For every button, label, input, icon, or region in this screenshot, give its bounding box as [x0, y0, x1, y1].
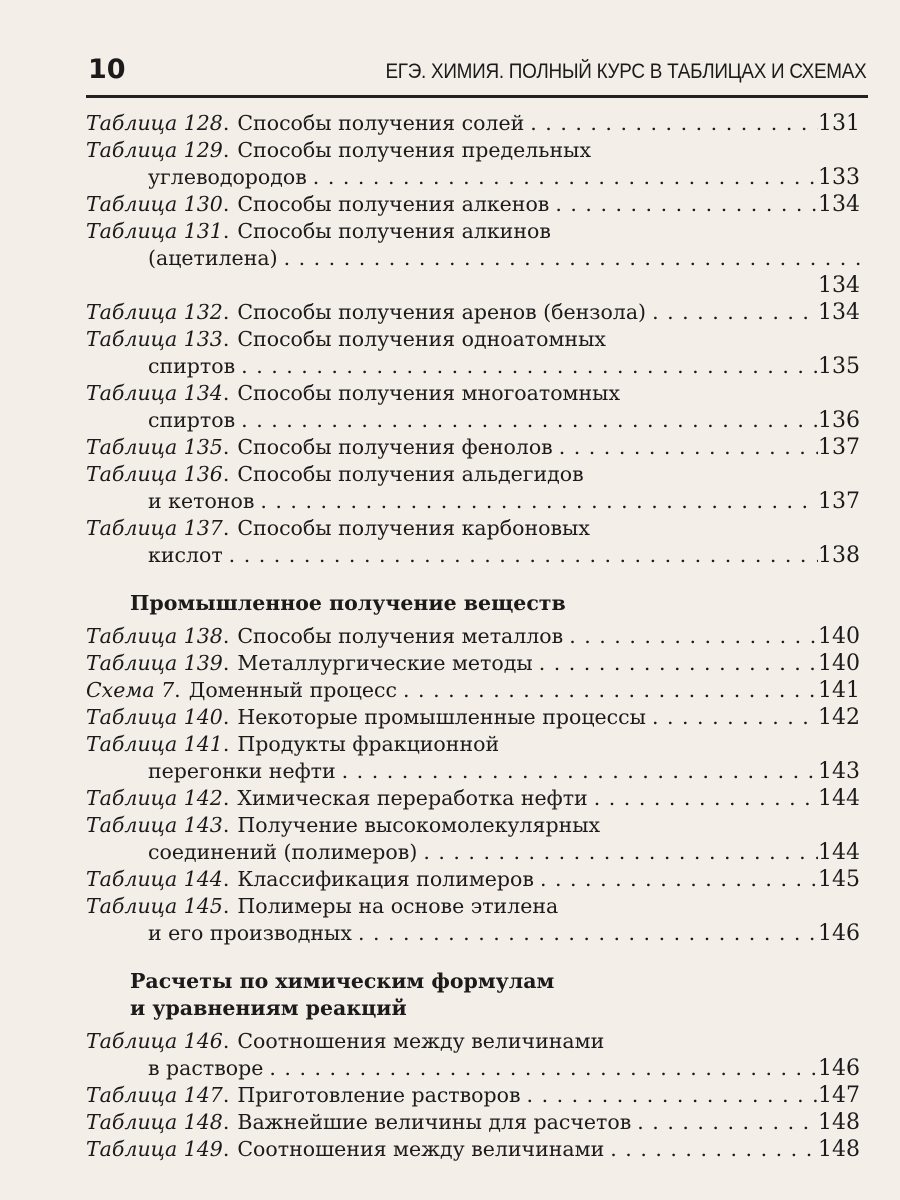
entry-label: Таблица 142 . [86, 785, 229, 812]
toc-entry [86, 866, 860, 893]
section-heading [86, 590, 860, 617]
entry-label: Таблица 130 . [86, 191, 229, 218]
toc-entry-continuation [86, 488, 860, 515]
entry-label: Таблица 148 . [86, 1109, 229, 1136]
dot-leader [235, 353, 818, 380]
entry-page-number: 137 [818, 489, 860, 514]
toc-entry [86, 785, 860, 812]
dot-leader [588, 785, 818, 812]
entry-title: Классификация полимеров [237, 867, 534, 891]
section-heading-line: Промышленное получение веществ [130, 591, 566, 615]
entry-title-continuation: перегонки нефти [148, 759, 336, 783]
entry-title: Способы получения альдегидов [237, 462, 584, 486]
toc-entry [86, 191, 860, 218]
entry-title: Доменный процесс [188, 678, 398, 702]
toc-entry-continuation [86, 1055, 860, 1082]
entry-title: Полимеры на основе этилена [237, 894, 559, 918]
toc-entry [86, 623, 860, 650]
toc-entry-continuation [86, 164, 860, 191]
dot-leader [604, 1136, 818, 1163]
entry-label: Таблица 141 . [86, 731, 229, 758]
entry-title: Продукты фракционной [237, 732, 500, 756]
entry-title: Способы получения предельных [237, 138, 592, 162]
entry-page-number: 140 [818, 651, 860, 676]
toc-entry [86, 299, 860, 326]
entry-title: Металлургические методы [237, 651, 533, 675]
entry-page-number: 138 [818, 543, 860, 568]
dot-leader [223, 542, 818, 569]
toc-entry-continuation [86, 407, 860, 434]
running-title: ЕГЭ. ХИМИЯ. ПОЛНЫЙ КУРС В ТАБЛИЦАХ И СХЕМАХ [384, 60, 866, 83]
entry-label: Таблица 137 . [86, 515, 229, 542]
entry-page-number: 131 [818, 111, 860, 136]
entry-title: Способы получения карбоновых [237, 516, 590, 540]
entry-label: Таблица 145 . [86, 893, 229, 920]
entry-title-continuation: спиртов [148, 408, 236, 432]
toc-entry [86, 650, 860, 677]
section-heading-line: и уравнениям реакций [130, 996, 407, 1020]
entry-label: Таблица 144 . [86, 866, 229, 893]
toc-entry [86, 677, 860, 704]
toc-entry [86, 218, 860, 245]
dot-leader [397, 677, 818, 704]
entry-title-continuation: спиртов [148, 354, 236, 378]
entry-page-number: 134 [818, 300, 860, 325]
entry-title-continuation: кислот [148, 543, 223, 567]
dot-leader [263, 1055, 818, 1082]
entry-page-number: 134 [818, 273, 860, 298]
entry-title-continuation: углеводородов [148, 165, 307, 189]
entry-page-number: 145 [818, 867, 860, 892]
toc-entry [86, 434, 860, 461]
entry-label: Таблица 140 . [86, 704, 229, 731]
entry-page-number: 144 [818, 840, 860, 865]
entry-title: Химическая переработка нефти [237, 786, 588, 810]
header-rule [86, 95, 868, 98]
dot-leader [534, 866, 818, 893]
toc-entry [86, 731, 860, 758]
entry-label: Таблица 128 . [86, 110, 229, 137]
entry-title: Способы получения алкенов [237, 192, 550, 216]
toc-entry-continuation [86, 245, 860, 272]
dot-leader [563, 623, 818, 650]
toc-entry [86, 326, 860, 353]
toc-entry [86, 704, 860, 731]
dot-leader [549, 191, 818, 218]
entry-page-number: 147 [818, 1083, 860, 1108]
table-of-contents [86, 110, 860, 1163]
entry-title: Соотношения между величинами [237, 1137, 605, 1161]
toc-entry [86, 515, 860, 542]
dot-leader [631, 1109, 818, 1136]
entry-title: Некоторые промышленные процессы [237, 705, 646, 729]
entry-page-number: 141 [818, 678, 860, 703]
entry-label: Таблица 132 . [86, 299, 229, 326]
entry-label: Таблица 147 . [86, 1082, 229, 1109]
dot-leader [235, 407, 818, 434]
entry-page-number: 136 [818, 408, 860, 433]
section-heading-line: Расчеты по химическим формулам [130, 969, 555, 993]
toc-entry [86, 1028, 860, 1055]
dot-leader [521, 1082, 818, 1109]
entry-title: Способы получения многоатомных [237, 381, 621, 405]
entry-title: Важнейшие величины для расчетов [237, 1110, 632, 1134]
entry-page-number: 148 [818, 1110, 860, 1135]
dot-leader [254, 488, 818, 515]
entry-page-number: 144 [818, 786, 860, 811]
toc-entry-continuation [86, 839, 860, 866]
entry-title: Соотношения между величинами [237, 1029, 605, 1053]
entry-title: Способы получения фенолов [237, 435, 553, 459]
toc-entry-continuation [86, 353, 860, 380]
dot-leader [524, 110, 818, 137]
entry-title: Способы получения одноатомных [237, 327, 606, 351]
dot-leader [336, 758, 818, 785]
toc-entry-continuation [86, 920, 860, 947]
entry-label: Таблица 149 . [86, 1136, 229, 1163]
entry-page-number: 146 [818, 921, 860, 946]
dot-leader [352, 920, 818, 947]
entry-label: Таблица 133 . [86, 326, 229, 353]
entry-title: Способы получения алкинов [237, 219, 551, 243]
toc-entry [86, 1109, 860, 1136]
dot-leader [278, 245, 860, 272]
dot-leader [417, 839, 818, 866]
entry-label: Схема 7 . [86, 677, 181, 704]
entry-label: Таблица 143 . [86, 812, 229, 839]
entry-title: Способы получения аренов (бензола) [237, 300, 647, 324]
toc-entry-continuation [86, 542, 860, 569]
section-heading [86, 968, 860, 1022]
entry-title-continuation: (ацетилена) [148, 246, 278, 270]
toc-entry-page-line [86, 272, 860, 299]
dot-leader [646, 704, 818, 731]
entry-title: Способы получения солей [237, 111, 525, 135]
entry-title-continuation: и кетонов [148, 489, 255, 513]
entry-label: Таблица 138 . [86, 623, 229, 650]
entry-title: Получение высокомолекулярных [237, 813, 601, 837]
toc-entry [86, 1082, 860, 1109]
entry-page-number: 148 [818, 1137, 860, 1162]
dot-leader [533, 650, 818, 677]
entry-label: Таблица 129 . [86, 137, 229, 164]
page-number: 10 [88, 54, 126, 85]
entry-title-continuation: соединений (полимеров) [148, 840, 418, 864]
toc-entry [86, 380, 860, 407]
entry-page-number: 134 [818, 192, 860, 217]
entry-page-number: 146 [818, 1056, 860, 1081]
entry-label: Таблица 136 . [86, 461, 229, 488]
entry-label: Таблица 139 . [86, 650, 229, 677]
entry-label: Таблица 146 . [86, 1028, 229, 1055]
entry-page-number: 143 [818, 759, 860, 784]
toc-entry-continuation [86, 758, 860, 785]
entry-label: Таблица 134 . [86, 380, 229, 407]
entry-title: Приготовление растворов [237, 1083, 521, 1107]
dot-leader [646, 299, 818, 326]
entry-title-continuation: в растворе [148, 1056, 264, 1080]
toc-entry [86, 812, 860, 839]
entry-title-continuation: и его производных [148, 921, 352, 945]
dot-leader [307, 164, 818, 191]
toc-entry [86, 110, 860, 137]
entry-page-number: 142 [818, 705, 860, 730]
entry-page-number: 140 [818, 624, 860, 649]
toc-entry [86, 1136, 860, 1163]
entry-label: Таблица 135 . [86, 434, 229, 461]
toc-entry [86, 137, 860, 164]
dot-leader [553, 434, 818, 461]
entry-page-number: 133 [818, 165, 860, 190]
entry-page-number: 137 [818, 435, 860, 460]
entry-title: Способы получения металлов [237, 624, 564, 648]
toc-entry [86, 461, 860, 488]
entry-label: Таблица 131 . [86, 218, 229, 245]
toc-entry [86, 893, 860, 920]
entry-page-number: 135 [818, 354, 860, 379]
